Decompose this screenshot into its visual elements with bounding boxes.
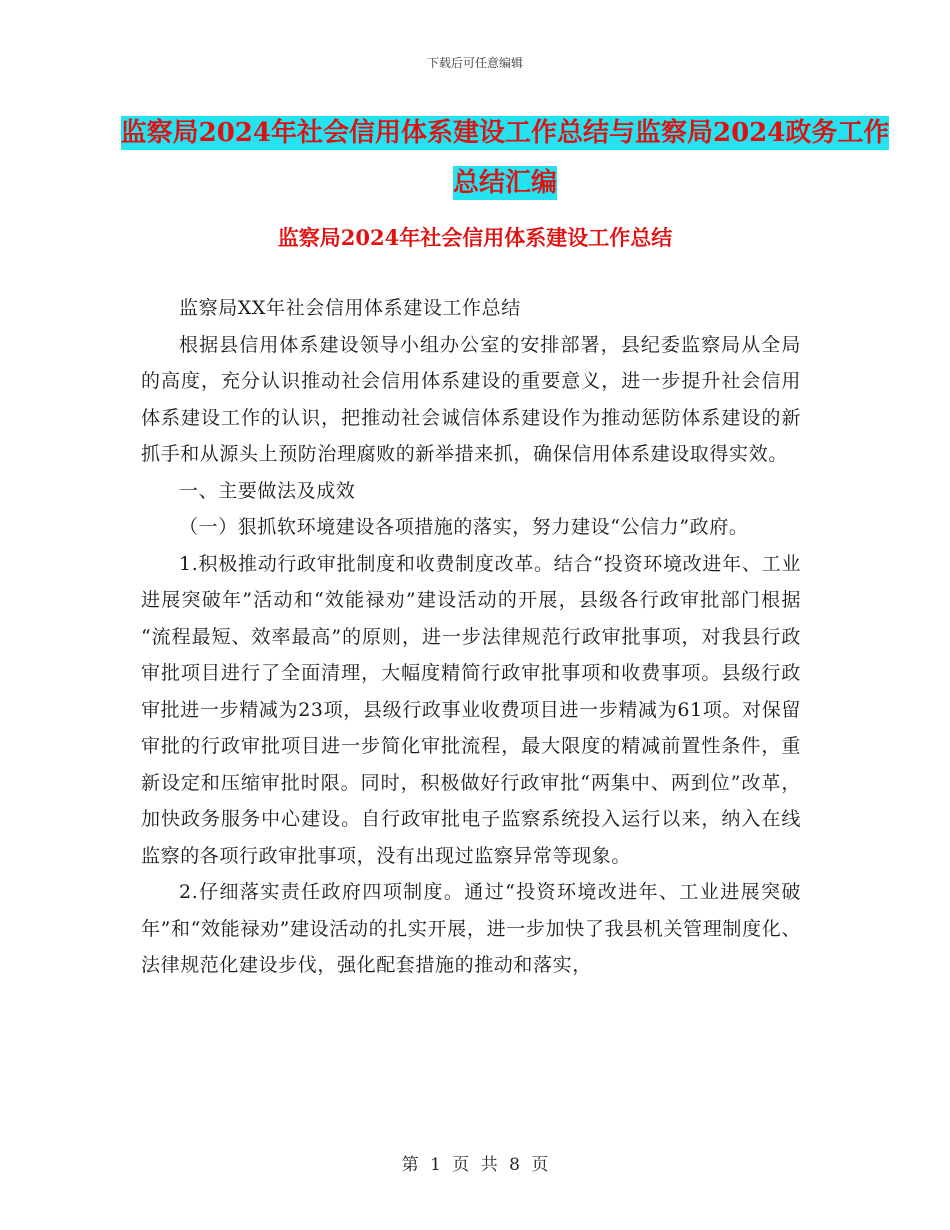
document-title (120, 108, 890, 208)
paragraph-intro: 根据县信用体系建设领导小组办公室的安排部署，县纪委监察局从全局的高度，充分认识推动社会信用体系建设的重要意义，进一步提升社会信用体系建设工作的认识，把推动社会诚信体系建设作为推动惩防体系建设的新抓手和从源头上预防治理腐败的新举措来抓，确保信用体系建设取得实效。 (141, 333, 801, 465)
paragraph-subtitle: 监察局XX年社会信用体系建设工作总结 (179, 297, 521, 319)
section-title: 监察局2024年社会信用体系建设工作总结 (277, 225, 673, 250)
header-note: 下载后可任意编辑 (426, 56, 523, 70)
body-text (141, 290, 801, 984)
paragraph-item-2: 2.仔细落实责任政府四项制度。通过“投资环境改进年、工业进展突破年”和“效能禄劝”建设活动的扎实开展，进一步加快了我县机关管理制度化、法律规范化建设步伐，强化配套措施的推动和落实， (141, 881, 801, 976)
paragraph-subheading-1: （一）狠抓软环境建设各项措施的落实，努力建设“公信力”政府。 (179, 516, 749, 538)
page-footer: 第 1 页 共 8 页 (401, 1155, 549, 1175)
paragraph-heading-1: 一、主要做法及成效 (179, 479, 356, 502)
document-title-text: 监察局2024年社会信用体系建设工作总结与监察局2024政务工作总结汇编 (120, 118, 890, 198)
paragraph-item-1: 1.积极推动行政审批制度和收费制度改革。结合“投资环境改进年、工业进展突破年”活动和“效能禄劝”建设活动的开展，县级各行政审批部门根据 “流程最短、效率最高”的原则，进一步法律规范行政审批事项，对我县行政审批项目进行了全面清理，大幅度精简行政审批事项和收费事项。县级行政审批进一步精减为23项，县级行政事业收费项目进一步精减为61项。对保留审批的行政审批项目进一步简化审批流程，最大限度的精减前置性条件，重新设定和压缩审批时限。同时，积极做好行政审批“两集中、两到位”改革，加快政务服务中心建设。自行政审批电子监察系统投入运行以来，纳入在线监察的各项行政审批事项，没有出现过监察异常等现象。 (141, 552, 801, 867)
